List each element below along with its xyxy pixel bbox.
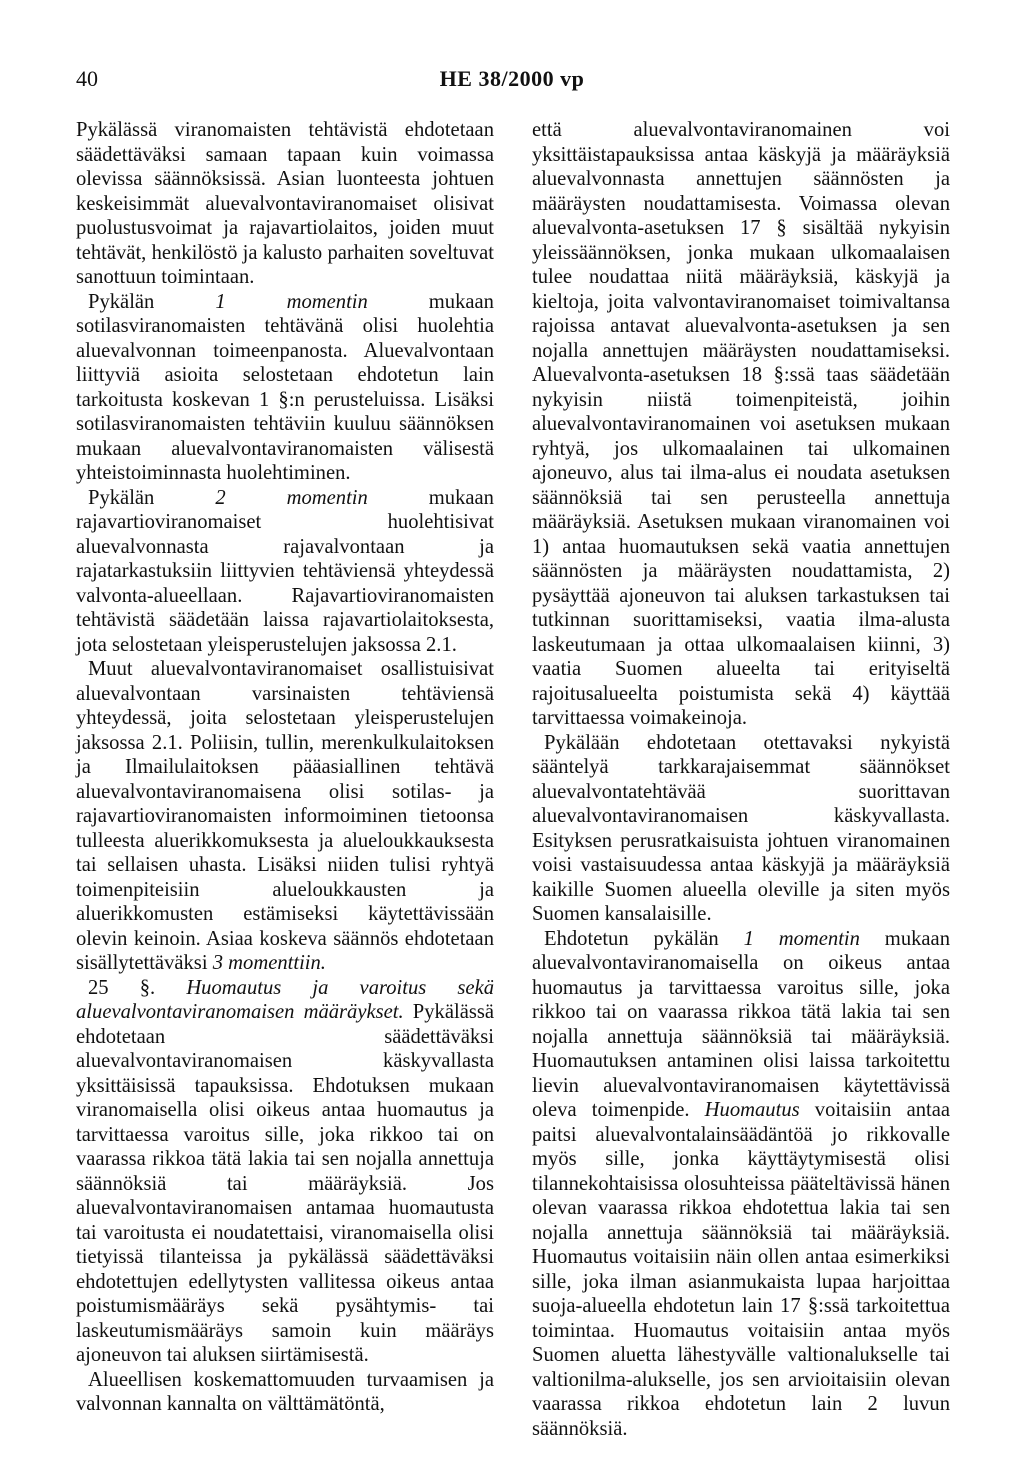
paragraph-text: että aluevalvontaviranomainen voi yksittäistapauksissa antaa käskyjä ja määräyksiä aluevalvonnasta annettujen säännösten ja määräysten noudattamisesta. Voimassa olevan aluevalvonta-asetuksen 17 § sisältää nykyisin yleissäännöksen, jonka mukaan ulkomaalaisen tulee noudattaa niitä määräyksiä, käskyjä ja kieltoja, joita valvontaviranomaiset toimivaltansa rajoissa antavat aluevalvonta-asetuksen ja sen nojalla annettujen määräysten noudattamiseksi. Aluevalvonta-asetuksen 18 §:ssä taas säädetään nykyisin niistä toimenpiteistä, joihin aluevalvontaviranomainen voi asetuksen mukaan ryhtyä, jos ulkomaalainen tai ulkomainen ajoneuvo, alus tai ilma-alus ei noudata asetuksen säännöksiä tai sen perusteella annettuja määräyksiä. Asetuksen mukaan viranomainen voi 1) antaa huomautuksen sekä vaatia annettujen säännösten ja määräysten noudattamista, 2) pysäyttää ajoneuvon tai aluksen tarkastuksen tai tutkinnan suorittamiseksi, vaatia ilma-alusta laskeutumaan ja ottaa ulkomaalaisen kiinni, 3) vaatia Suomen alueelta tai erityiseltä rajoitusalueelta poistumista sekä 4) käyttää tarvittaessa voimakeinoja. xyxy=(532,119,950,729)
paragraph-text: Pykälän xyxy=(88,486,155,509)
paragraph-text: Pykälässä ehdotetaan säädettäväksi aluevalvontaviranomaisen käskyvallasta yksittäisissä tapauksissa. Ehdotuksen mukaan viranomaisella olisi oikeus antaa huomautus ja tarvittaessa varoitus sille, joka rikkoo tai on vaarassa rikkoa tätä lakia tai sen nojalla annettuja säännöksiä tai määräyksiä. Jos aluevalvontaviranomaisen antamaa huomautusta tai varoitusta ei noudatettaisi, viranomaisella olisi tietyissä tilanteissa ja pykälässä säädettäväksi ehdotettujen edellytysten vallitessa oikeus antaa poistumismääräys sekä pysähtymis- tai laskeutumismääräys samoin kuin määräys ajoneuvon tai aluksen siirtämisestä. xyxy=(76,1001,494,1366)
paragraph xyxy=(76,657,494,976)
paragraph xyxy=(76,1368,494,1417)
paragraph xyxy=(76,486,494,658)
paragraph-text: Pykälään ehdotetaan otettavaksi nykyistä sääntelyä tarkkarajaisemmat säännökset aluevalvontatehtävää suorittavan aluevalvontaviranomaisen käskyvallasta. Esityksen perusratkaisuista johtuen viranomainen voisi vastaisuudessa antaa käskyjä ja määräyksiä kaikille Suomen alueella oleville ja siten myös Suomen kansalaisille. xyxy=(532,731,950,925)
section-title: Huomautus ja varoitus sekä aluevalvontaviranomaisen määräykset. xyxy=(76,976,495,1023)
paragraph-text: Pykälän xyxy=(88,290,155,313)
paragraph-text: Alueellisen koskemattomuuden turvaamisen ja valvonnan kannalta on välttämätöntä, xyxy=(76,1368,494,1415)
left-column xyxy=(76,118,494,1417)
emphasis-text: 3 momenttiin. xyxy=(212,952,326,974)
paragraph xyxy=(532,731,950,927)
paragraph-text: Ehdotetun pykälän xyxy=(544,927,719,950)
emphasis-text: Huomautus xyxy=(704,1099,800,1121)
paragraph-text: mukaan sotilasviranomaisten tehtävänä olisi huolehtia aluevalvonnan toimeenpanosta. Aluevalvontaan liittyviä asioita selostetaan ehdotetun lain tarkoitusta koskevan 1 §:n perusteluissa. Lisäksi sotilasviranomaisten tehtäviin kuuluu säännöksen mukaan aluevalvontaviranomaisten välisestä yhteistoiminnasta huolehtiminen. xyxy=(76,290,494,484)
section-number: 25 §. xyxy=(88,976,156,999)
paragraph-text: mukaan rajavartioviranomaiset huolehtisivat aluevalvonnasta rajavalvontaan ja rajatarkastuksiin liittyvien tehtäviensä yhteydessä valvonta-alueellaan. Rajavartioviranomaisten tehtävistä säädetään laissa rajavartiolaitoksesta, jota selostetaan yleisperustelujen jaksossa 2.1. xyxy=(76,486,494,656)
paragraph xyxy=(76,290,494,486)
paragraph-text: Pykälässä viranomaisten tehtävistä ehdotetaan säädettäväksi samaan tapaan kuin voimassa olevissa säännöksissä. Asian luonteesta johtuen keskeisimmät aluevalvontaviranomaiset olisivat puolustusvoimat ja rajavartiolaitos, joiden muut tehtävät, henkilöstö ja kalusto parhaiten soveltuvat sanottuun toimintaan. xyxy=(76,119,494,288)
right-column xyxy=(532,118,950,1441)
page-number: 40 xyxy=(76,66,98,91)
running-head: HE 38/2000 vp xyxy=(439,66,585,91)
paragraph xyxy=(532,927,950,1442)
paragraph-text: Muut aluevalvontaviranomaiset osallistuisivat aluevalvontaan varsinaisten tehtäviensä yhteydessä, joita selostetaan yleisperustelujen jaksossa 2.1. Poliisin, tullin, merenkulkulaitoksen ja Ilmailulaitoksen pääasiallinen tehtävä aluevalvontaviranomaisena olisi sotilas- ja rajavartioviranomaisten informoiminen tietoonsa tulleesta aluerikkomuksesta ja alueloukkauksesta tai sellaisen uhasta. Lisäksi niiden tulisi ryhtyä toimenpiteisiin alueloukkausten ja aluerikkomusten estämiseksi käytettävissään olevin keinoin. Asiaa koskeva säännös ehdotetaan sisällytettäväksi xyxy=(76,658,494,974)
paragraph-text: voitaisiin antaa paitsi aluevalvontalainsäädäntöä jo rikkovalle myös sille, jonka käyttäytymisestä olisi tilannekohtaisissa olosuhteissa pääteltävissä hänen olevan vaarassa rikkoa ehdotettua lakia tai sen nojalla annettuja säännöksiä tai määräyksiä. Huomautus voitaisiin näin ollen antaa esimerkiksi sille, joka ilman asianmukaista lupaa harjoittaa suoja-alueella ehdotetun lain 17 §:ssä tarkoitettua toimintaa. Huomautus voitaisiin antaa myös Suomen aluetta lähestyvälle valtionalukselle tai valtionilma-alukselle, jos sen arvioitaisiin olevan vaarassa rikkoa ehdotetun lain 2 luvun säännöksiä. xyxy=(532,1099,951,1440)
emphasis-text: 1 momentin xyxy=(743,927,860,950)
emphasis-text: 2 momentin xyxy=(215,486,368,509)
page-header xyxy=(0,66,1024,96)
section-paragraph xyxy=(76,976,494,1368)
paragraph-text: mukaan aluevalvontaviranomaisella on oikeus antaa huomautus ja tarvittaessa varoitus sille, joka rikkoo tai on vaarassa rikkoa tätä lakia tai sen nojalla annettuja säännöksiä tai määräyksiä. Huomautuksen antaminen olisi laissa tarkoitettu lievin aluevalvontaviranomaisen käytettävissä oleva toimenpide. xyxy=(532,927,950,1121)
paragraph xyxy=(76,118,494,290)
paragraph xyxy=(532,118,950,731)
emphasis-text: 1 momentin xyxy=(215,290,368,313)
